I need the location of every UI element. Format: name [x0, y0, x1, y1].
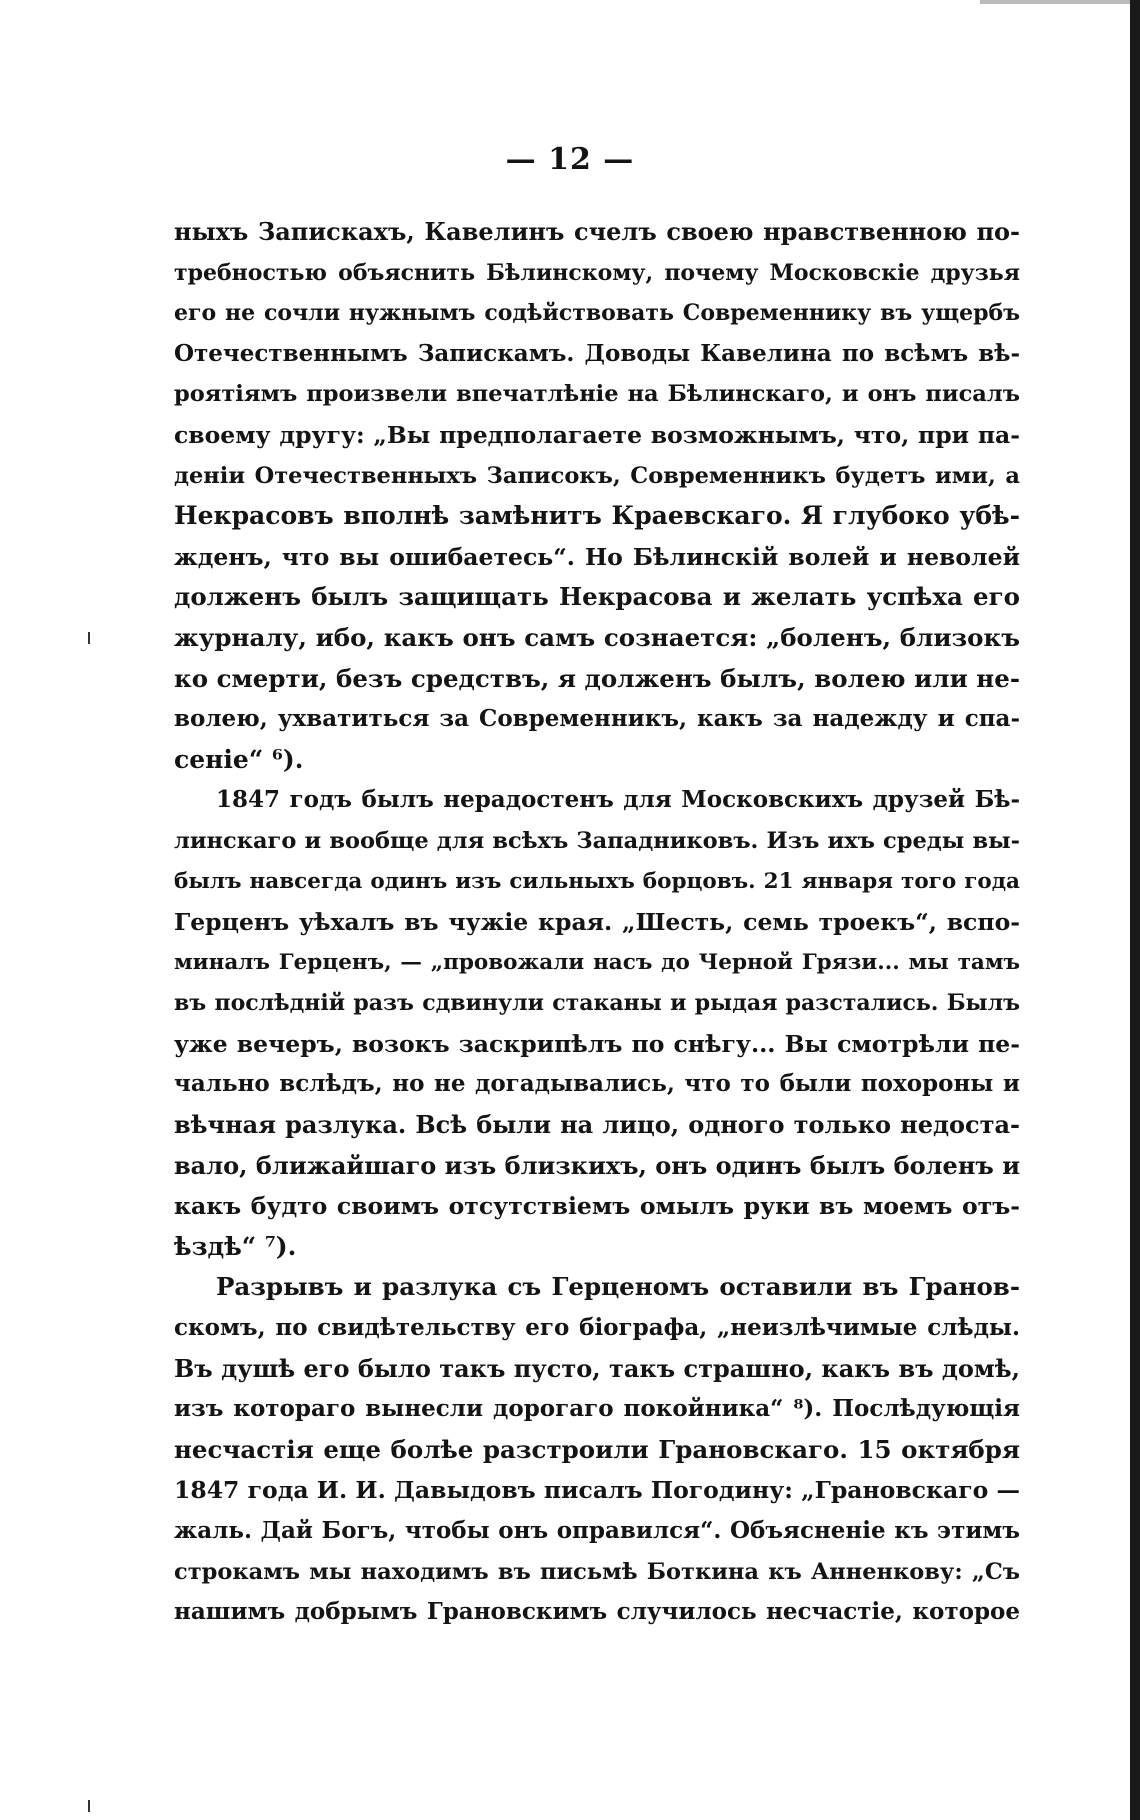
- scan-mark-top: [980, 0, 1130, 4]
- scan-mark-left: [88, 632, 90, 644]
- text-line: въ послѣдній разъ сдвинули стаканы и рыдая разстались. Былъ: [174, 990, 1020, 1017]
- text-line: Въ душѣ его было такъ пусто, такъ страшно, какъ въ домѣ,: [174, 1353, 1020, 1383]
- text-line: жденъ, что вы ошибаетесь“. Но Бѣлинскій волей и неволей: [174, 542, 1020, 571]
- text-line: миналъ Герценъ, — „провожали насъ до Черной Грязи... мы тамъ: [174, 949, 1020, 975]
- text-line: Герценъ уѣхалъ въ чужіе края. „Шесть, семь троекъ“, вспо-: [174, 908, 1020, 937]
- text-line: Отечественнымъ Запискамъ. Доводы Кавелина по всѣмъ вѣ-: [174, 339, 1020, 367]
- text-line: 1847 года И. И. Давыдовъ писалъ Погодину: „Грановскаго —: [174, 1476, 1020, 1505]
- text-line: былъ навсегда одинъ изъ сильныхъ борцовъ. 21 января того года: [174, 868, 1020, 894]
- text-line: нашимъ добрымъ Грановскимъ случилось несчастіе, которое: [174, 1598, 1020, 1626]
- text-line: чально вслѣдъ, но не догадывались, что то были похороны и: [174, 1070, 1020, 1098]
- text-line: линскаго и вообще для всѣхъ Западниковъ. Изъ ихъ среды вы-: [174, 827, 1020, 854]
- text-line: Разрывъ и разлука съ Герценомъ оставили въ Гранов-: [216, 1272, 1020, 1302]
- text-line: уже вечеръ, возокъ заскрипѣлъ по снѣгу... Вы смотрѣли пе-: [174, 1029, 1020, 1058]
- text-line: несчастія еще болѣе разстроили Грановскаго. 15 октября: [174, 1434, 1020, 1464]
- text-line: изъ котораго вынесли дорогаго покойника“ ⁸). Послѣдующія: [174, 1395, 1020, 1423]
- scan-edge-right: [1130, 0, 1140, 1820]
- text-line: строкамъ мы находимъ въ письмѣ Боткина къ Анненкову: „Съ: [174, 1558, 1020, 1585]
- text-line: Некрасовъ вполнѣ замѣнитъ Краевскаго. Я глубоко убѣ-: [174, 501, 1020, 531]
- scan-mark-left: [88, 1800, 90, 1812]
- text-line: своему другу: „Вы предполагаете возможнымъ, что, при па-: [174, 420, 1020, 449]
- text-line: деніи Отечественныхъ Записокъ, Современникъ будетъ ими, а: [174, 462, 1020, 489]
- text-line: роятіямъ произвели впечатлѣніе на Бѣлинскаго, и онъ писалъ: [174, 381, 1020, 408]
- text-line: какъ будто своимъ отсутствіемъ омылъ руки въ моемъ отъ-: [174, 1192, 1020, 1221]
- text-line: ѣздѣ“ ⁷).: [174, 1231, 297, 1261]
- text-line: ныхъ Запискахъ, Кавелинъ счелъ своею нравственною по-: [174, 217, 1020, 246]
- text-line: журналу, ибо, какъ онъ самъ сознается: „боленъ, близокъ: [174, 622, 1020, 652]
- text-line: 1847 годъ былъ нерадостенъ для Московскихъ друзей Бѣ-: [216, 786, 1020, 814]
- text-line: вѣчная разлука. Всѣ были на лицо, одного только недоста-: [174, 1110, 1020, 1140]
- text-line: его не сочли нужнымъ содѣйствовать Современнику въ ущербъ: [174, 300, 1020, 327]
- text-line: волею, ухватиться за Современникъ, какъ за надежду и спа-: [174, 705, 1020, 733]
- text-line: сеніе“ ⁶).: [174, 744, 304, 774]
- text-line: скомъ, по свидѣтельству его біографа, „неизлѣчимые слѣды.: [174, 1314, 1020, 1342]
- body-text: [174, 212, 1020, 1633]
- text-line: долженъ былъ защищать Некрасова и желать успѣха его: [174, 582, 1020, 612]
- text-line: жаль. Дай Богъ, чтобы онъ оправился“. Объясненіе къ этимъ: [174, 1517, 1020, 1544]
- text-line: ко смерти, безъ средствъ, я долженъ былъ, волею или не-: [174, 663, 1020, 693]
- text-line: вало, ближайшаго изъ близкихъ, онъ одинъ былъ боленъ и: [174, 1150, 1020, 1180]
- page-number: — 12 —: [505, 142, 635, 177]
- text-line: требностью объяснить Бѣлинскому, почему Московскіе друзья: [174, 259, 1020, 286]
